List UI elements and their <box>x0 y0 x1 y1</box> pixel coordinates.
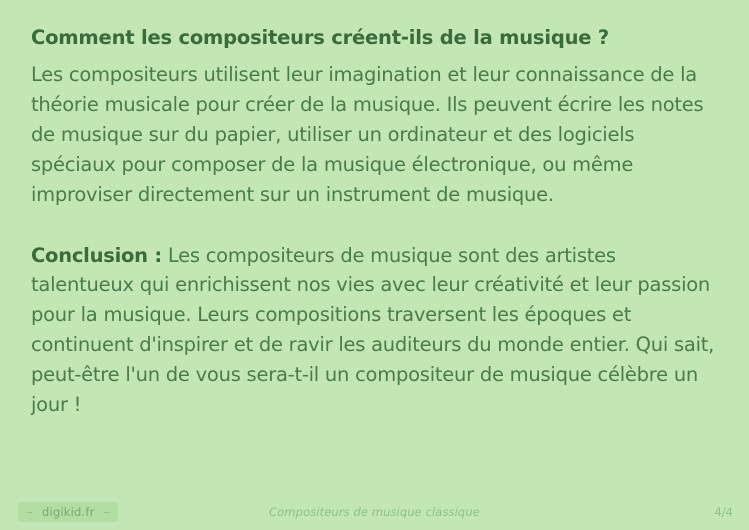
paragraph-conclusion <box>31 241 719 420</box>
page-number: 4/4 <box>714 505 733 519</box>
page-title: Comment les compositeurs créent-ils de la musique ? <box>31 26 609 49</box>
document-subtitle: Compositeurs de musique classique <box>269 505 480 519</box>
badge-dash-left-icon: – <box>27 505 33 519</box>
badge-label: digikid.fr <box>41 505 95 519</box>
conclusion-text: Les compositeurs de musique sont des artistes talentueux qui enrichissent nos vies avec leur créativité et leur passion pour la musique. Leurs compositions traversent les époques et continuent d'inspirer et de ravir les auditeurs du monde entier. Qui sait, peut-être l'un de vous sera-t-il un compositeur de musique célèbre un jour ! <box>31 243 715 416</box>
slide-footer <box>0 500 749 524</box>
badge-dash-right-icon: – <box>103 505 110 519</box>
paragraph-how-composers-create: Les compositeurs utilisent leur imagination et leur connaissance de la théorie musicale pour créer de la musique. Ils peuvent écrire les notes de musique sur du papier, utiliser un ordinateur et des logiciels spéciaux pour composer de la musique électronique, ou même improviser directement sur un instrument de musique. <box>31 63 704 206</box>
conclusion-label: Conclusion : <box>31 243 162 267</box>
source-badge[interactable] <box>18 502 118 522</box>
